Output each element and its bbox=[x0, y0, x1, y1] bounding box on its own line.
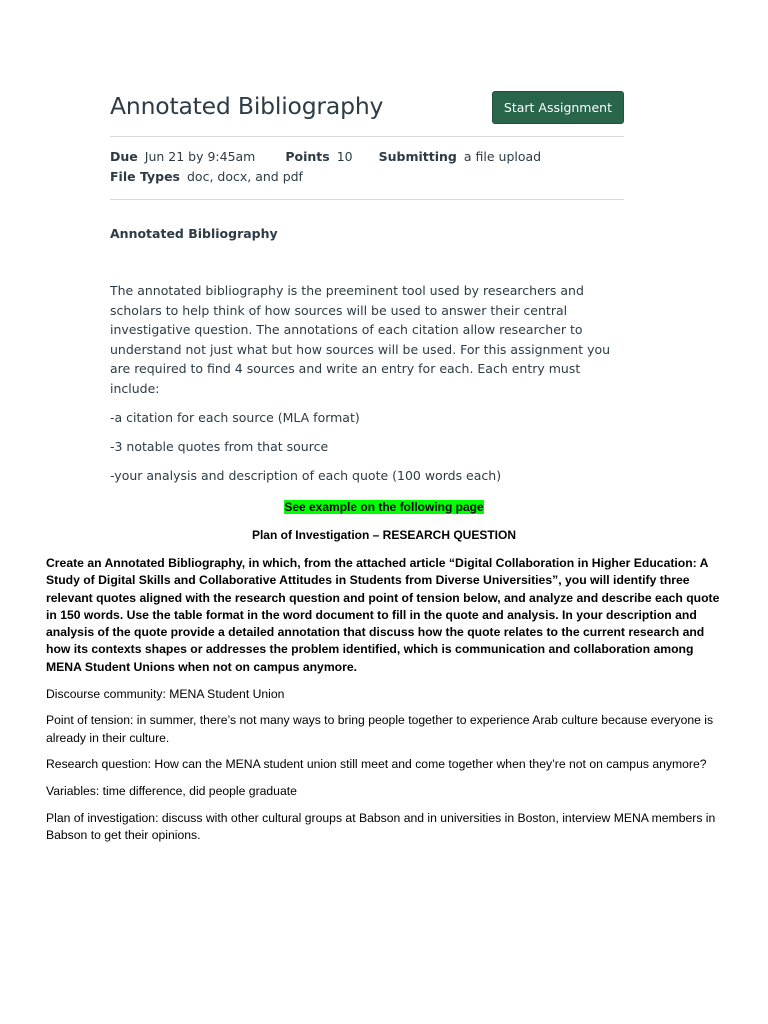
assignment-details bbox=[110, 137, 624, 199]
assignment-title: Annotated Bibliography bbox=[110, 92, 384, 120]
file-types-label: File Types bbox=[110, 169, 180, 184]
due-label: Due bbox=[110, 149, 138, 164]
file-types-value: doc, docx, and pdf bbox=[187, 169, 303, 184]
details-row-1 bbox=[110, 147, 624, 167]
plan-heading: Plan of Investigation – RESEARCH QUESTION bbox=[251, 528, 517, 542]
requirement-citation: -a citation for each source (MLA format) bbox=[110, 410, 360, 425]
point-of-tension: Point of tension: in summer, there’s not many ways to bring people together to experience Arab culture because everyone is already in their culture. bbox=[46, 713, 714, 745]
requirement-analysis: -your analysis and description of each quote (100 words each) bbox=[110, 468, 502, 483]
instructions-paragraph: Create an Annotated Bibliography, in which, from the attached article “Digital Collaboration in Higher Education: A Study of Digital Skills and Collaborative Attitudes in Students from Diverse Universities”, you will identify three relevant quotes aligned with the research question and point of tension below, and analyze and describe each quote in 150 words. Use the table format in the word document to fill in the quote and analysis. In your description and analysis of the quote provide a detailed annotation that discuss how the quote relates to the current research and how its contexts shapes or addresses the problem identified, which is communication and collaboration among MENA Student Unions when not on campus anymore. bbox=[46, 556, 720, 674]
submitting-value: a file upload bbox=[463, 149, 542, 164]
variables: Variables: time difference, did people graduate bbox=[46, 784, 297, 799]
requirement-quotes: -3 notable quotes from that source bbox=[110, 439, 329, 454]
due-value: Jun 21 by 9:45am bbox=[144, 149, 256, 164]
document-body bbox=[46, 555, 726, 854]
divider-bottom bbox=[110, 199, 624, 200]
plan-of-investigation: Plan of investigation: discuss with other cultural groups at Babson and in universities in Boston, interview MENA members in Babson to get their opinions. bbox=[46, 811, 716, 843]
discourse-community: Discourse community: MENA Student Union bbox=[46, 686, 285, 701]
assignment-card bbox=[110, 88, 624, 485]
example-note-line bbox=[0, 500, 768, 514]
research-question: Research question: How can the MENA student union still meet and come together when they’re not on campus anymore? bbox=[46, 757, 707, 772]
assignment-description: The annotated bibliography is the preeminent tool used by researchers and scholars to help think of how sources will be used to answer their central investigative question. The annotations of each citation allow researcher to understand not just what but how sources will be used. For this assignment you are required to find 4 sources and write an entry for each. Each entry must include: bbox=[110, 283, 611, 396]
assignment-header bbox=[110, 88, 624, 136]
highlighted-example-note: See example on the following page bbox=[284, 500, 484, 514]
details-row-2 bbox=[110, 167, 624, 187]
points-value: 10 bbox=[336, 149, 353, 164]
assignment-subheading: Annotated Bibliography bbox=[110, 226, 278, 241]
start-assignment-button[interactable]: Start Assignment bbox=[492, 91, 624, 124]
points-label: Points bbox=[285, 149, 330, 164]
submitting-label: Submitting bbox=[378, 149, 457, 164]
